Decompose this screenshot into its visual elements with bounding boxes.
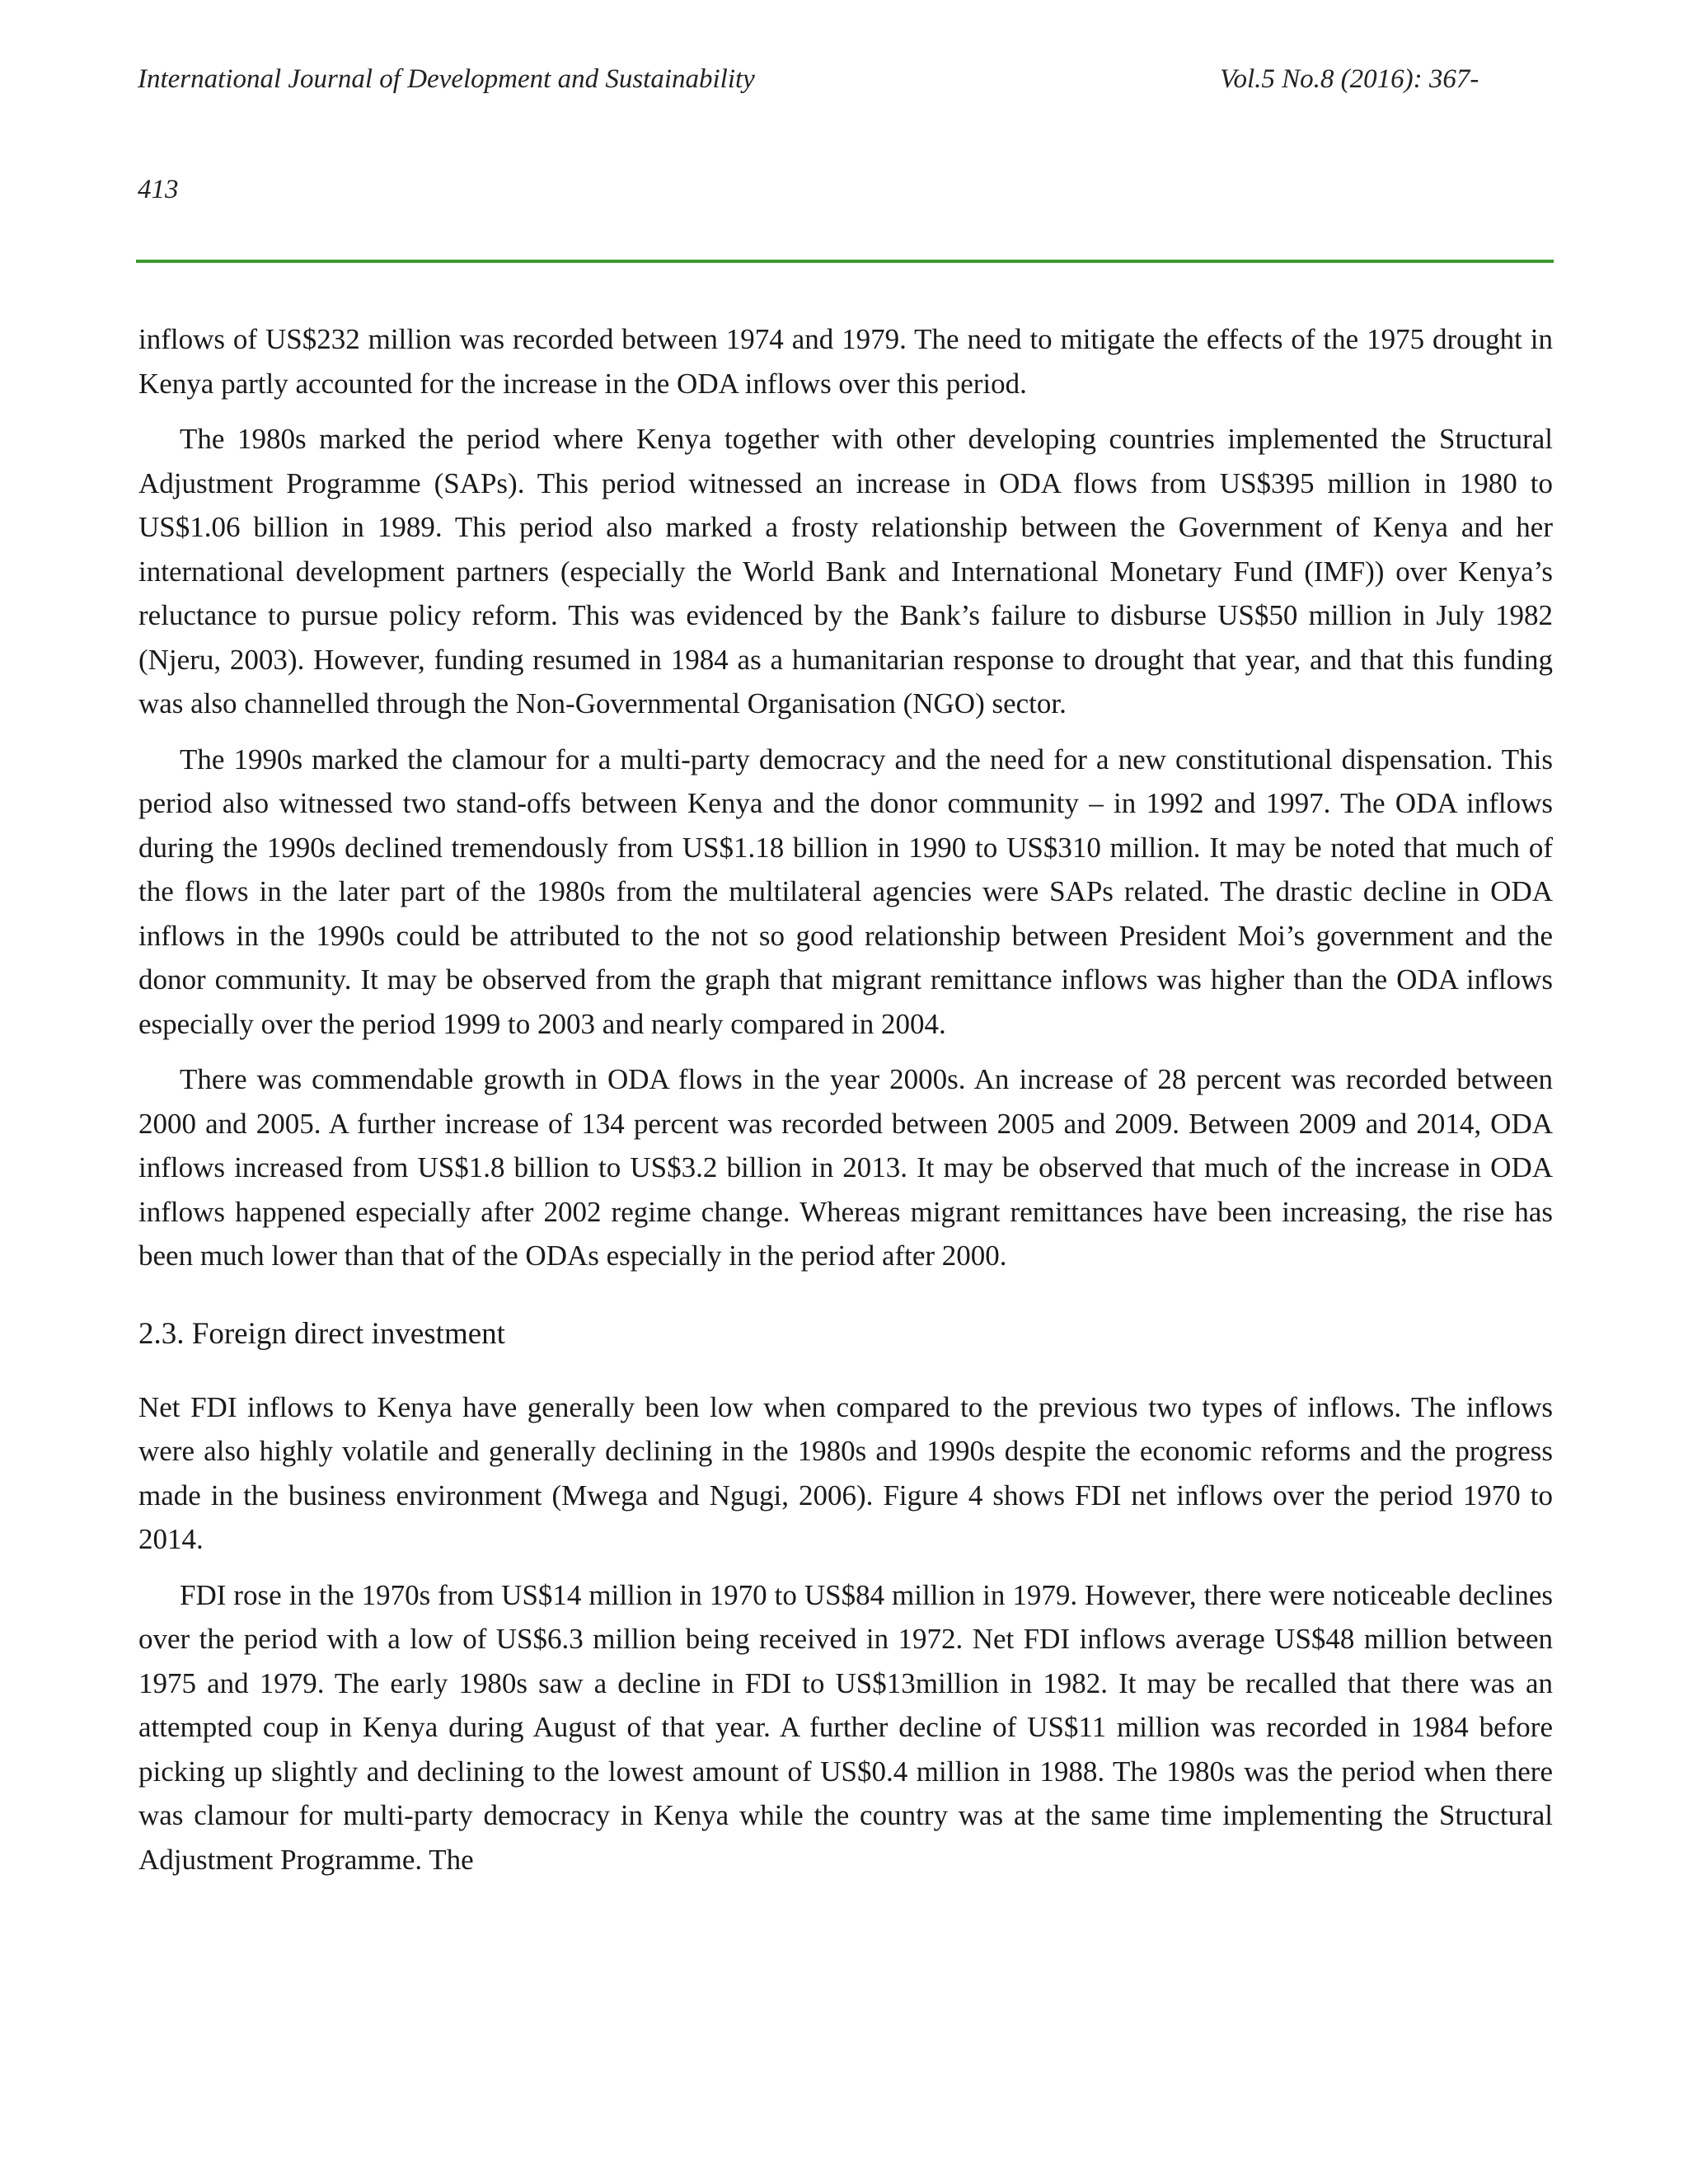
page-range-end: 413 <box>138 175 179 204</box>
paragraph: There was commendable growth in ODA flows in the year 2000s. An increase of 28 percent was recorded between 2000 and 2005. A further increase of 134 percent was recorded between 2005 and 2009. Between 2009 and 2014, ODA inflows increased from US$1.8 billion to US$3.2 billion in 2013. It may be observed that much of the increase in ODA inflows happened especially after 2002 regime change. Whereas migrant remittances have been increasing, the rise has been much lower than that of the ODAs especially in the period after 2000. <box>138 1063 1553 1272</box>
body-text <box>138 317 1553 1893</box>
paragraph: The 1980s marked the period where Kenya together with other developing countries implemented the Structural Adjustment Programme (SAPs). This period witnessed an increase in ODA flows from US$395 million in 1980 to US$1.06 billion in 1989. This period also marked a frosty relationship between the Government of Kenya and her international development partners (especially the World Bank and International Monetary Fund (IMF)) over Kenya’s reluctance to pursue policy reform. This was evidenced by the Bank’s failure to disburse US$50 million in July 1982 (Njeru, 2003). However, funding resumed in 1984 as a humanitarian response to drought that year, and that this funding was also channelled through the Non-Governmental Organisation (NGO) sector. <box>138 423 1553 719</box>
paragraph: The 1990s marked the clamour for a multi-party democracy and the need for a new constitutional dispensation. This period also witnessed two stand-offs between Kenya and the donor community – in 1992 and 1997. The ODA inflows during the 1990s declined tremendously from US$1.18 billion in 1990 to US$310 million. It may be noted that much of the flows in the later part of the 1980s from the multilateral agencies were SAPs related. The drastic decline in ODA inflows in the 1990s could be attributed to the not so good relationship between President Moi’s government and the donor community. It may be observed from the graph that migrant remittance inflows was higher than the ODA inflows especially over the period 1999 to 2003 and nearly compared in 2004. <box>138 743 1553 1040</box>
volume-info: Vol.5 No.8 (2016): 367- <box>1220 64 1479 94</box>
paragraph: Net FDI inflows to Kenya have generally been low when compared to the previous two types of inflows. The inflows were also highly volatile and generally declining in the 1980s and 1990s despite the economic reforms and the progress made in the business environment (Mwega and Ngugi, 2006). Figure 4 shows FDI net inflows over the period 1970 to 2014. <box>138 1390 1553 1555</box>
header-divider <box>136 260 1554 263</box>
paragraph: inflows of US$232 million was recorded between 1974 and 1979. The need to mitigate the effects of the 1975 drought in Kenya partly accounted for the increase in the ODA inflows over this period. <box>138 323 1553 400</box>
paragraph: FDI rose in the 1970s from US$14 million in 1970 to US$84 million in 1979. However, there were noticeable declines over the period with a low of US$6.3 million being received in 1972. Net FDI inflows average US$48 million between 1975 and 1979. The early 1980s saw a decline in FDI to US$13million in 1982. It may be recalled that there was an attempted coup in Kenya during August of that year. A further decline of US$11 million was recorded in 1984 before picking up slightly and declining to the lowest amount of US$0.4 million in 1988. The 1980s was the period when there was clamour for multi-party democracy in Kenya while the country was at the same time implementing the Structural Adjustment Programme. The <box>138 1578 1553 1876</box>
journal-title: International Journal of Development and Sustainability <box>138 64 755 94</box>
running-header <box>138 54 1506 104</box>
section-heading: 2.3. Foreign direct investment <box>138 1316 505 1351</box>
